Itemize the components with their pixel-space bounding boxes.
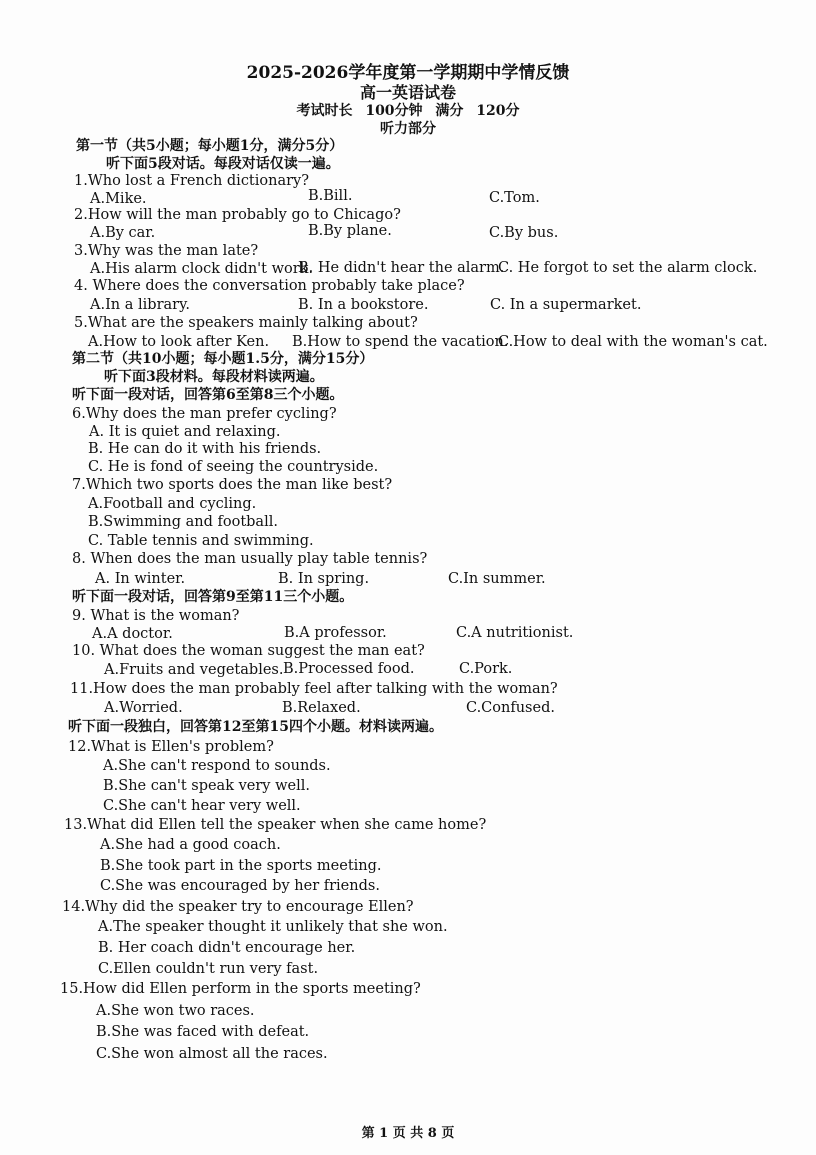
question-6-option-c: C. He is fond of seeing the countryside. [88, 459, 379, 475]
question-5-option-a: A.How to look after Ken. [88, 334, 270, 350]
question-9-stem: 9. What is the woman? [72, 608, 240, 624]
question-6-stem: 6.Why does the man prefer cycling? [72, 406, 337, 422]
question-10-option-c: C.Pork. [459, 661, 513, 677]
question-14-stem: 14.Why did the speaker try to encourage Ellen? [62, 899, 414, 915]
question-11-option-c: C.Confused. [466, 700, 555, 716]
question-9-option-a: A.A doctor. [92, 626, 173, 642]
question-15-option-c: C.She won almost all the races. [96, 1046, 328, 1062]
question-9-option-b: B.A professor. [284, 625, 387, 641]
passage-2-instruction: 听下面一段对话，回答第9至第11三个小题。 [72, 589, 354, 605]
question-5-option-b: B.How to spend the vacation. [292, 334, 509, 350]
question-3-option-c: C. He forgot to set the alarm clock. [498, 260, 758, 276]
question-13-option-b: B.She took part in the sports meeting. [100, 858, 382, 874]
question-13-stem: 13.What did Ellen tell the speaker when she came home? [64, 817, 487, 833]
question-8-option-a: A. In winter. [95, 571, 186, 587]
question-7-option-b: B.Swimming and football. [88, 514, 278, 530]
question-11-option-a: A.Worried. [104, 700, 183, 716]
question-4-stem: 4. Where does the conversation probably take place? [74, 278, 465, 294]
question-7-stem: 7.Which two sports does the man like best? [72, 477, 393, 493]
question-10-option-a: A.Fruits and vegetables. [104, 662, 284, 678]
section1-title: 第一节（共5小题；每小题1分，满分5分） [76, 138, 344, 154]
question-4-option-b: B. In a bookstore. [298, 297, 429, 313]
question-15-option-b: B.She was faced with defeat. [96, 1024, 310, 1040]
question-7-option-c: C. Table tennis and swimming. [88, 533, 314, 549]
question-14-option-c: C.Ellen couldn't run very fast. [98, 961, 319, 977]
question-10-option-b: B.Processed food. [283, 661, 415, 677]
exam-subtitle: 高一英语试卷 [359, 83, 456, 102]
question-4-option-c: C. In a supermarket. [490, 297, 642, 313]
question-5-option-c: C.How to deal with the woman's cat. [498, 334, 768, 350]
page-number: 第 1 页 共 8 页 [361, 1126, 455, 1141]
question-11-stem: 11.How does the man probably feel after talking with the woman? [70, 681, 558, 697]
question-2-option-a: A.By car. [90, 225, 156, 241]
question-3-option-a: A.His alarm clock didn't work. [90, 261, 314, 277]
passage-1-instruction: 听下面一段对话，回答第6至第8三个小题。 [72, 387, 344, 403]
question-3-stem: 3.Why was the man late? [74, 243, 259, 259]
question-8-stem: 8. When does the man usually play table tennis? [72, 551, 428, 567]
question-9-option-c: C.A nutritionist. [456, 625, 574, 641]
part-title: 听力部分 [380, 121, 436, 137]
exam-title: 2025-2026学年度第一学期期中学情反馈 [246, 63, 570, 83]
section2-title: 第二节（共10小题；每小题1.5分，满分15分） [72, 351, 374, 367]
section1-instruction: 听下面5段对话。每段对话仅读一遍。 [106, 156, 340, 172]
question-1-option-b: B.Bill. [308, 188, 353, 204]
question-6-option-b: B. He can do it with his friends. [88, 441, 322, 457]
question-6-option-a: A. It is quiet and relaxing. [89, 424, 281, 440]
question-12-stem: 12.What is Ellen's problem? [68, 739, 274, 755]
question-2-stem: 2.How will the man probably go to Chicago? [74, 207, 401, 223]
question-3-option-b: B. He didn't hear the alarm. [298, 260, 505, 276]
question-15-stem: 15.How did Ellen perform in the sports meeting? [60, 981, 421, 997]
question-8-option-c: C.In summer. [448, 571, 546, 587]
question-12-option-a: A.She can't respond to sounds. [103, 758, 331, 774]
question-5-stem: 5.What are the speakers mainly talking about? [74, 315, 418, 331]
question-10-stem: 10. What does the woman suggest the man eat? [72, 643, 425, 659]
question-1-stem: 1.Who lost a French dictionary? [74, 173, 310, 189]
question-1-option-c: C.Tom. [489, 190, 540, 206]
question-11-option-b: B.Relaxed. [282, 700, 361, 716]
question-8-option-b: B. In spring. [278, 571, 370, 587]
question-1-option-a: A.Mike. [90, 191, 147, 207]
question-2-option-b: B.By plane. [308, 223, 392, 239]
question-14-option-b: B. Her coach didn't encourage her. [98, 940, 356, 956]
question-12-option-b: B.She can't speak very well. [103, 778, 310, 794]
question-14-option-a: A.The speaker thought it unlikely that she won. [98, 919, 448, 935]
question-7-option-a: A.Football and cycling. [88, 496, 257, 512]
question-13-option-a: A.She had a good coach. [100, 837, 281, 853]
question-4-option-a: A.In a library. [90, 297, 190, 313]
question-13-option-c: C.She was encouraged by her friends. [100, 878, 380, 894]
passage-3-instruction: 听下面一段独白，回答第12至第15四个小题。材料读两遍。 [68, 719, 443, 735]
question-12-option-c: C.She can't hear very well. [103, 798, 301, 814]
question-15-option-a: A.She won two races. [96, 1003, 255, 1019]
section2-instruction: 听下面3段材料。每段材料读两遍。 [104, 369, 324, 385]
exam-info: 考试时长 100分钟 满分 120分 [296, 103, 520, 119]
question-2-option-c: C.By bus. [489, 225, 559, 241]
